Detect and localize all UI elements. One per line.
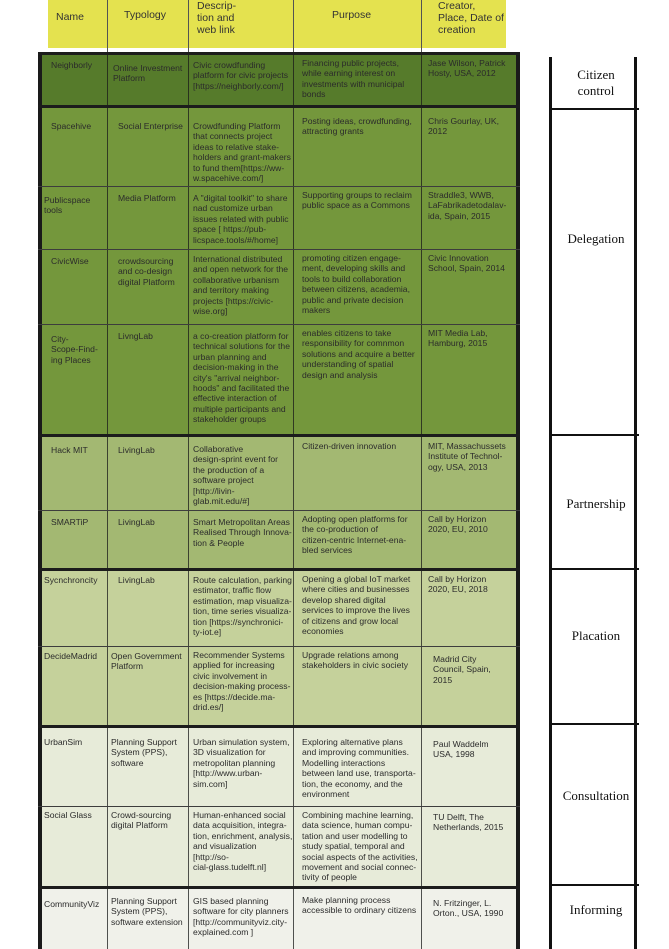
row-divider [38, 52, 520, 55]
creator-cell: Call by Horizon 2020, EU, 2018 [428, 574, 488, 595]
name-cell: Hack MIT [51, 445, 88, 455]
creator-cell: TU Delft, The Netherlands, 2015 [433, 812, 504, 833]
purpose-cell: Supporting groups to reclaim public space as a Commons [302, 190, 412, 211]
typology-cell: Planning Support System (PPS), software extension [111, 896, 183, 927]
purpose-cell: Opening a global IoT market where cities and businesses develop shared digital services to improve the lives of citizens and grow local economies [302, 574, 411, 637]
description-cell: A "digital toolkit" to share nad customize urban issues related with public space [ https://pub- licspace.tools/#/home] [193, 193, 289, 245]
typology-cell: Open Government Platform [111, 651, 182, 672]
header-typology-text: Typology [124, 9, 167, 21]
level-label: Placation [571, 628, 621, 643]
description-cell: GIS based planning software for city planners [http://communityviz.city- explained.com ] [193, 896, 289, 938]
level-label: Partnership [566, 496, 626, 511]
creator-cell: Madrid City Council, Spain, 2015 [433, 654, 491, 685]
row-divider [38, 105, 520, 108]
header-description-text: Descrip- tion and web link [197, 0, 237, 36]
typology-cell: LivngLab [118, 331, 153, 341]
typology-cell: Online Investment Platform [113, 63, 183, 84]
name-cell: Publicspace tools [44, 195, 91, 216]
creator-cell: Straddle3, WWB, LaFabrikadetodalav- ida, Spain, 2015 [428, 190, 507, 221]
header-purpose [294, 0, 421, 48]
typology-cell: Media Platform [118, 193, 176, 203]
level-label: Delegation [567, 231, 625, 246]
description-cell: International distributed and open network for the collaborative urbanism and territory making projects [https://civic- wise.org] [193, 254, 289, 317]
header-creator [422, 0, 506, 48]
purpose-cell: Posting ideas, crowdfunding, attracting grants [302, 116, 412, 137]
row-divider [38, 434, 520, 437]
typology-cell: Crowd-sourcing digital Platform [111, 810, 172, 831]
name-cell: CivicWise [51, 256, 89, 266]
creator-cell: MIT, Massachussets Institute of Technol- ogy, USA, 2013 [428, 441, 506, 472]
description-cell: Smart Metropolitan Areas Realised Through Innova- tion & People [193, 517, 292, 548]
level-label: Consultation [562, 788, 630, 803]
typology-cell: LivingLab [118, 517, 155, 527]
header-typology [108, 0, 188, 48]
description-cell: Urban simulation system, 3D visualization for metropolitan planning [http://www.urban- sim.com] [193, 737, 290, 789]
name-cell: City- Scope-Find- ing Places [51, 334, 98, 365]
description-cell: Route calculation, parking estimator, traffic flow estimation, map visualiza- tion, time series visualiza- tion [https://synchronici- ty-iot.e] [193, 575, 292, 638]
purpose-cell: Adopting open platforms for the co-production of citizen-centric Internet-ena- bled services [302, 514, 408, 556]
row-divider [38, 510, 520, 511]
name-cell: Spacehive [51, 121, 92, 131]
creator-cell: Chris Gourlay, UK, 2012 [428, 116, 499, 137]
level-label: Citizen control [577, 67, 615, 98]
participation-levels [549, 57, 669, 949]
purpose-cell: Combining machine learning, data science, human compu- tation and user modelling to study spatial, temporal and social aspects of the activities, movement and social connec- tivity of people [302, 810, 418, 883]
name-cell: UrbanSim [44, 737, 83, 747]
description-cell: Human-enhanced social data acquisition, integra- tion, enrichment, analysis, and visualization [http://so- cial-glass.tudelft.nl] [193, 810, 293, 873]
purpose-cell: Upgrade relations among stakeholders in civic society [302, 650, 409, 671]
purpose-cell: promoting citizen engage- ment, developing skills and tools to build collaboration between citizens, academia, public and private decision makers [302, 253, 410, 316]
creator-cell: N. Fritzinger, L. Orton., USA, 1990 [433, 898, 504, 919]
header-purpose-text: Purpose [332, 9, 372, 21]
purpose-cell: Citizen-driven innovation [302, 441, 397, 451]
creator-cell: Civic Innovation School, Spain, 2014 [428, 253, 505, 274]
name-cell: CommunityViz [44, 899, 100, 909]
typology-cell: Planning Support System (PPS), software [111, 737, 177, 768]
purpose-cell: Make planning process accessible to ordinary citizens [302, 895, 417, 916]
row-divider [38, 568, 520, 571]
level-label: Informing [569, 902, 623, 917]
typology-cell: crowdsourcing and co-design digital Platform [118, 256, 175, 287]
typology-cell: LivingLab [118, 445, 155, 455]
purpose-cell: Exploring alternative plans and improving communities. Modelling interactions between land use, transporta- tion, the economy, and the environment [302, 737, 416, 800]
row-divider [38, 186, 520, 187]
typology-cell: Social Enterprise [118, 121, 183, 131]
name-cell: DecideMadrid [44, 651, 98, 661]
name-cell: Neighborly [51, 60, 93, 70]
typology-cell: LivingLab [118, 575, 155, 585]
description-cell: a co-creation platform for technical solutions for the urban planning and decision-making in the city's "arrival neighbor- hoods" and facilitated the effective interaction of multiple participants and stakeholder groups [193, 331, 290, 425]
row-divider [38, 646, 520, 647]
description-cell: Collaborative design-sprint event for the production of a software project [http://livin- glab.mit.edu/#] [193, 444, 279, 507]
name-cell: Sycnchroncity [44, 575, 98, 585]
header-creator-text: Creator, Place, Date of creation [438, 0, 504, 36]
creator-cell: MIT Media Lab, Hamburg, 2015 [428, 328, 488, 349]
row-divider [38, 886, 520, 889]
creator-cell: Call by Horizon 2020, EU, 2010 [428, 514, 488, 535]
purpose-cell: enables citizens to take responsibility for comnmon solutions and acquire a better understanding of spatial design and analysis [302, 328, 415, 380]
row-divider [38, 806, 520, 807]
creator-cell: Jase Wilson, Patrick Hosty, USA, 2012 [428, 58, 506, 79]
description-cell: Crowdfunding Platform that connects project ideas to relative stake- holders and grant-makers to fund them[https://ww- w.spacehive.com/] [193, 121, 291, 184]
description-cell: Recommender Systems applied for increasing civic involvement in decision-making process- es [https://decide.ma- drid.es/] [193, 650, 291, 713]
row-divider [38, 324, 520, 325]
header-name-text: Name [56, 11, 85, 23]
creator-cell: Paul Waddelm USA, 1998 [433, 739, 489, 760]
name-cell: SMARTiP [51, 517, 89, 527]
row-divider [38, 725, 520, 728]
row-divider [38, 249, 520, 250]
header-name [48, 0, 107, 48]
purpose-cell: Financing public projects, while earning interest on investments with municipal bonds [302, 58, 405, 100]
description-cell: Civic crowdfunding platform for civic projects [https://neighborly.com/] [193, 60, 289, 91]
name-cell: Social Glass [44, 810, 92, 820]
header-description [189, 0, 293, 48]
